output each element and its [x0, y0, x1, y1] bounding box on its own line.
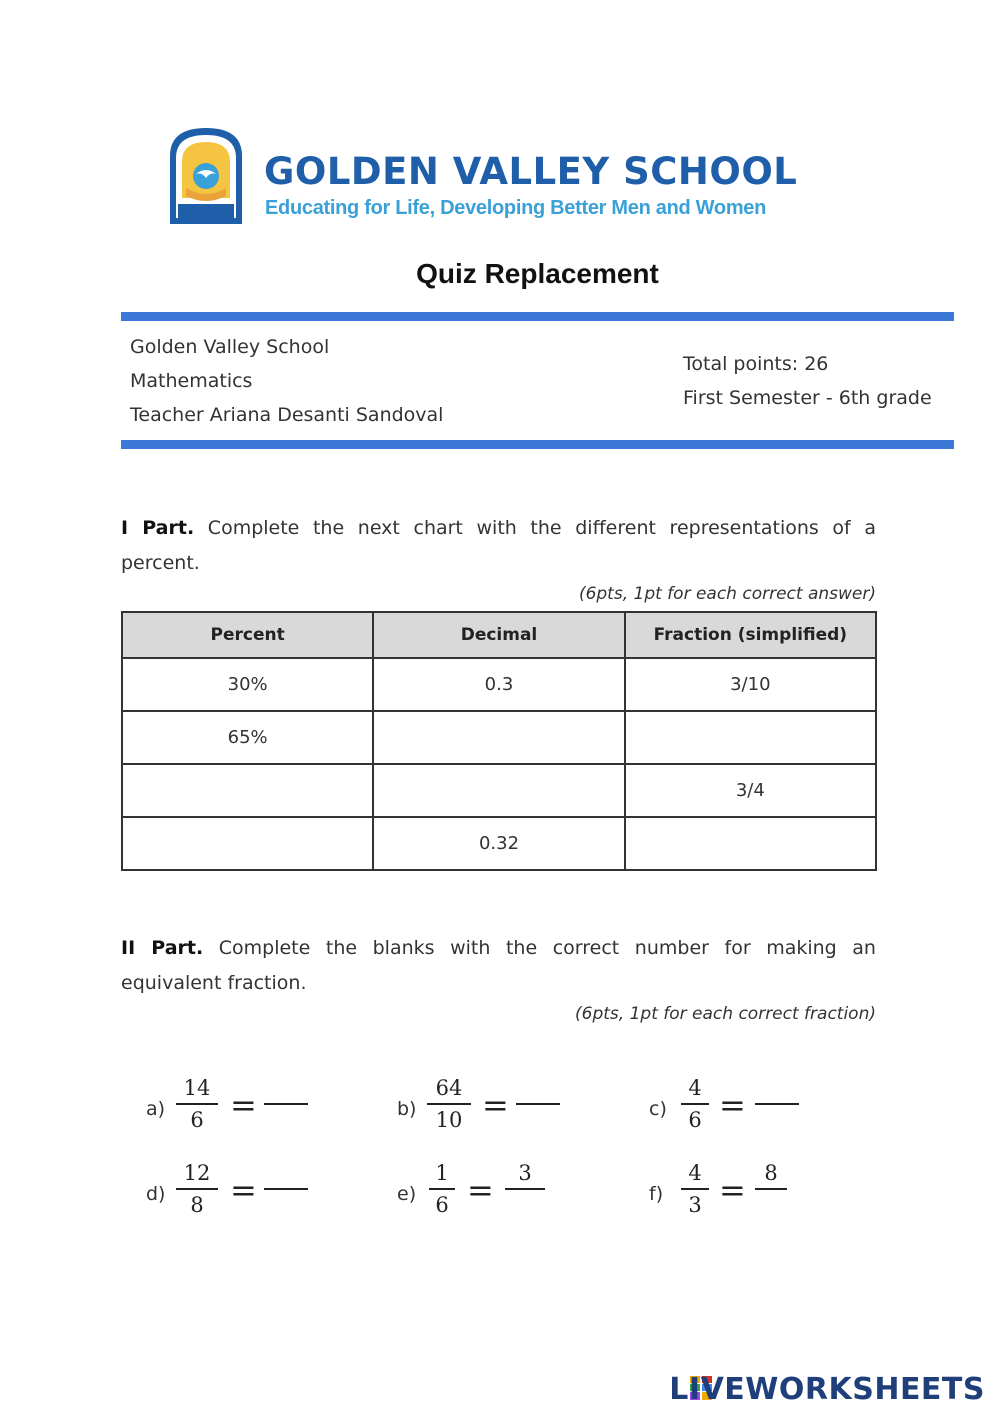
- table-row: [122, 817, 876, 870]
- numerator: 4: [688, 1161, 702, 1185]
- header-rule-top: [121, 312, 954, 321]
- item-letter: e): [397, 1183, 417, 1205]
- percent-chart: [121, 611, 877, 871]
- table-cell: 0.3: [373, 658, 624, 711]
- part2-instruction: [121, 931, 876, 1001]
- page-title: Quiz Replacement: [416, 258, 659, 289]
- liveworksheets-logo[interactable]: LIVEWORKSHEETS: [669, 1372, 985, 1407]
- table-cell: 3/4: [625, 764, 876, 817]
- numerator: 12: [183, 1161, 211, 1185]
- info-teacher: Teacher Ariana Desanti Sandoval: [130, 404, 444, 426]
- answer-blank[interactable]: [516, 1103, 560, 1105]
- denominator: 6: [688, 1108, 702, 1132]
- part2-note: (6pts, 1pt for each correct fraction): [575, 1004, 876, 1024]
- numerator: 1: [435, 1161, 449, 1185]
- equals-sign: =: [467, 1171, 494, 1209]
- school-name-logo: GOLDEN VALLEY SCHOOL: [264, 150, 798, 193]
- info-semester: First Semester - 6th grade: [683, 387, 932, 409]
- fraction-bar: [427, 1103, 471, 1105]
- fraction-item-e: [397, 1159, 597, 1229]
- table-cell: 65%: [122, 711, 373, 764]
- given-fraction: [176, 1159, 218, 1219]
- item-letter: f): [649, 1183, 664, 1205]
- answer-blank[interactable]: [264, 1103, 308, 1105]
- fraction-bar: [681, 1103, 709, 1105]
- fraction-bar: [755, 1188, 787, 1190]
- given-numerator: 8: [764, 1161, 778, 1185]
- answer-cell[interactable]: [122, 764, 373, 817]
- fraction-item-d: [146, 1159, 346, 1229]
- fraction-item-b: [397, 1074, 597, 1144]
- answer-blank[interactable]: [755, 1209, 787, 1211]
- numerator: 64: [435, 1076, 463, 1100]
- given-fraction: [176, 1074, 218, 1134]
- table-row: [122, 658, 876, 711]
- fraction-item-a: [146, 1074, 346, 1144]
- table-cell: 3/10: [625, 658, 876, 711]
- part1-note: (6pts, 1pt for each correct answer): [578, 584, 876, 604]
- numerator: 4: [688, 1076, 702, 1100]
- given-fraction: [427, 1074, 471, 1134]
- answer-cell[interactable]: [373, 764, 624, 817]
- column-header: Percent: [122, 612, 373, 658]
- answer-blank[interactable]: [505, 1209, 545, 1211]
- denominator: 8: [190, 1193, 204, 1217]
- table-row: [122, 764, 876, 817]
- given-fraction: [429, 1159, 455, 1219]
- item-letter: a): [146, 1098, 166, 1120]
- given-fraction: [681, 1159, 709, 1219]
- given-numerator: 3: [518, 1161, 532, 1185]
- column-header: Decimal: [373, 612, 624, 658]
- answer-cell[interactable]: [625, 711, 876, 764]
- equals-sign: =: [482, 1086, 509, 1124]
- table-row: [122, 711, 876, 764]
- fraction-bar: [429, 1188, 455, 1190]
- denominator: 10: [435, 1108, 463, 1132]
- fraction-item-c: [649, 1074, 849, 1144]
- part1-text: Complete the next chart with the different representations of a percent.: [121, 517, 876, 574]
- numerator: 14: [183, 1076, 211, 1100]
- item-letter: c): [649, 1098, 667, 1120]
- part2-text: Complete the blanks with the correct number for making an equivalent fraction.: [121, 937, 876, 994]
- fraction-item-f: [649, 1159, 849, 1229]
- answer-cell[interactable]: [373, 711, 624, 764]
- column-header: Fraction (simplified): [625, 612, 876, 658]
- fraction-bar: [176, 1103, 218, 1105]
- denominator: 6: [435, 1193, 449, 1217]
- given-fraction: [681, 1074, 709, 1134]
- answer-cell[interactable]: [122, 817, 373, 870]
- info-total-points: Total points: 26: [683, 353, 829, 375]
- part1-instruction: [121, 511, 876, 581]
- answer-blank[interactable]: [755, 1103, 799, 1105]
- table-cell: 30%: [122, 658, 373, 711]
- fraction-bar: [505, 1188, 545, 1190]
- answer-blank[interactable]: [264, 1188, 308, 1190]
- school-motto: Educating for Life, Developing Better Men and Women: [265, 197, 767, 219]
- item-letter: d): [146, 1183, 166, 1205]
- answer-cell[interactable]: [625, 817, 876, 870]
- equals-sign: =: [719, 1171, 746, 1209]
- info-school: Golden Valley School: [130, 336, 330, 358]
- fraction-bar: [176, 1188, 218, 1190]
- denominator: 3: [688, 1193, 702, 1217]
- denominator: 6: [190, 1108, 204, 1132]
- info-subject: Mathematics: [130, 370, 253, 392]
- page-title-wrap: [0, 258, 999, 290]
- equals-sign: =: [230, 1086, 257, 1124]
- table-cell: 0.32: [373, 817, 624, 870]
- equals-sign: =: [230, 1171, 257, 1209]
- item-letter: b): [397, 1098, 417, 1120]
- fraction-bar: [681, 1188, 709, 1190]
- school-crest-logo: [166, 126, 246, 226]
- part1-label: I Part.: [121, 517, 195, 539]
- equals-sign: =: [719, 1086, 746, 1124]
- header-rule-bottom: [121, 440, 954, 449]
- part2-label: II Part.: [121, 937, 204, 959]
